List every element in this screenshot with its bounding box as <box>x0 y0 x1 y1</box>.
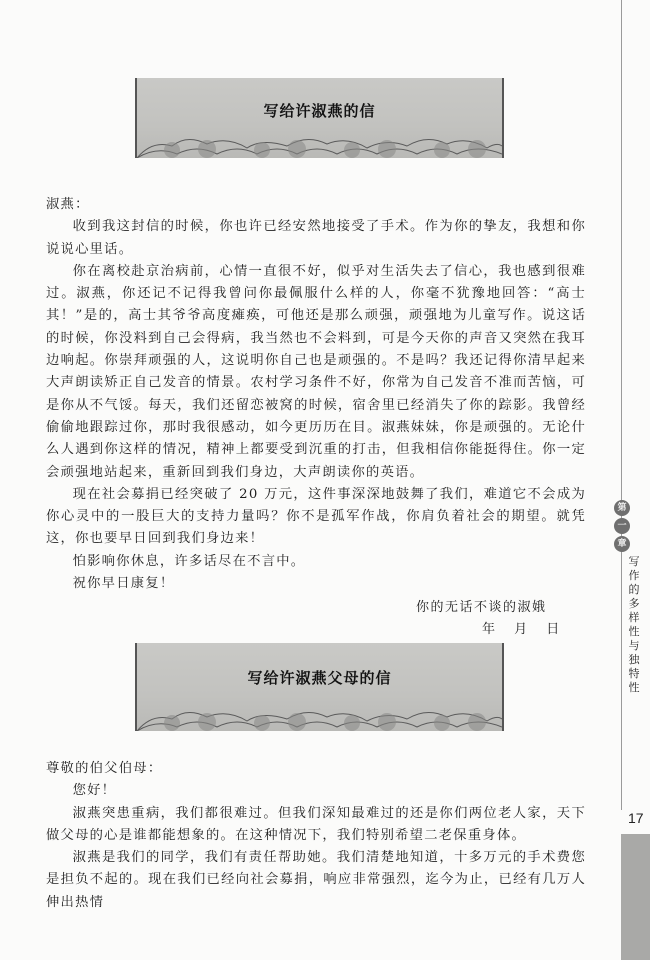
letter1-paragraph: 祝你早日康复！ <box>72 576 175 592</box>
chapter-marker: 章 <box>614 536 630 552</box>
letter1-paragraph: 收到我这封信的时候，你也许已经安然地接受了手术。作为你的挚友，我想和你说说心里话。 <box>46 219 586 257</box>
letter2-paragraph: 淑燕是我们的同学，我们有责任帮助她。我们清楚地知道，十多万元的手术费您是担负不起的。现在我们已经向社会募捐，响应非常强烈，迄今为止，已经有几万人伸出热情 <box>46 850 586 910</box>
margin-rule <box>621 0 622 810</box>
letter1-title: 写给许淑燕的信 <box>263 102 376 120</box>
letter2-body <box>46 758 586 914</box>
letter1-body <box>46 194 586 595</box>
letter2-title: 写给许淑燕父母的信 <box>247 669 392 687</box>
chapter-marker: 一 <box>614 518 630 534</box>
letter2-title-banner <box>135 643 504 731</box>
letter2-paragraph: 您好！ <box>72 783 117 799</box>
wave-pattern-icon <box>137 705 502 731</box>
letter1-signature-block <box>416 597 561 641</box>
letter1-paragraph: 你在离校赴京治病前，心情一直很不好，似乎对生活失去了信心，我也感到很难过。淑燕，你还记不记得我曾问你最佩服什么样的人，你毫不犹豫地回答：“高士其！”是的，高士其爷爷高度瘫痪，可他还是那么顽强，顽强地为儿童写作。说这话的时候，你没料到自己会得病，我当然也不会料到，可是今天你的声音又突然在我耳边响起。你崇拜顽强的人，这说明你自己也是顽强的。不是吗？我还记得你清早起来大声朗读矫正自己发音的情景。农村学习条件不好，你常为自己发音不准而苦恼，可是你从不气馁。每天，我们还留恋被窝的时候，宿舍里已经消失了你的踪影。我曾经偷偷地跟踪过你，那时我很感动，如今更历历在目。淑燕妹妹，你是顽强的。无论什么人遇到你这样的情况，精神上都要受到沉重的打击，但我相信你能挺得住。你一定会顽强地站起来，重新回到我们身边，大声朗读你的英语。 <box>46 263 586 480</box>
letter1-paragraph: 怕影响你休息，许多话尽在不言中。 <box>72 553 306 569</box>
letter1-paragraph: 现在社会募捐已经突破了 20 万元，这件事深深地鼓舞了我们，难道它不会成为你心灵中的一股巨大的支持力量吗？你不是孤军作战，你肩负着社会的期望。就凭这，你也要早日回到我们身边来！ <box>46 486 586 547</box>
letter2-salutation: 尊敬的伯父伯母： <box>46 761 163 776</box>
letter1-salutation: 淑燕： <box>46 197 90 212</box>
letter1-date: 年 月 日 <box>482 622 561 637</box>
page-number: 17 <box>628 810 644 826</box>
letter2-paragraph: 淑燕突患重病，我们都很难过。但我们深知最难过的还是你们两位老人家，天下做父母的心是谁都能想象的。在这种情况下，我们特别希望二老保重身体。 <box>46 805 586 843</box>
chapter-marker: 第 <box>614 500 630 516</box>
letter1-signature: 你的无话不谈的淑娥 <box>416 600 547 615</box>
letter1-title-banner <box>135 78 504 158</box>
section-title: 写作的多样性与独特性 <box>628 555 640 694</box>
wave-pattern-icon <box>137 132 502 158</box>
page-edge-tab <box>621 834 650 960</box>
